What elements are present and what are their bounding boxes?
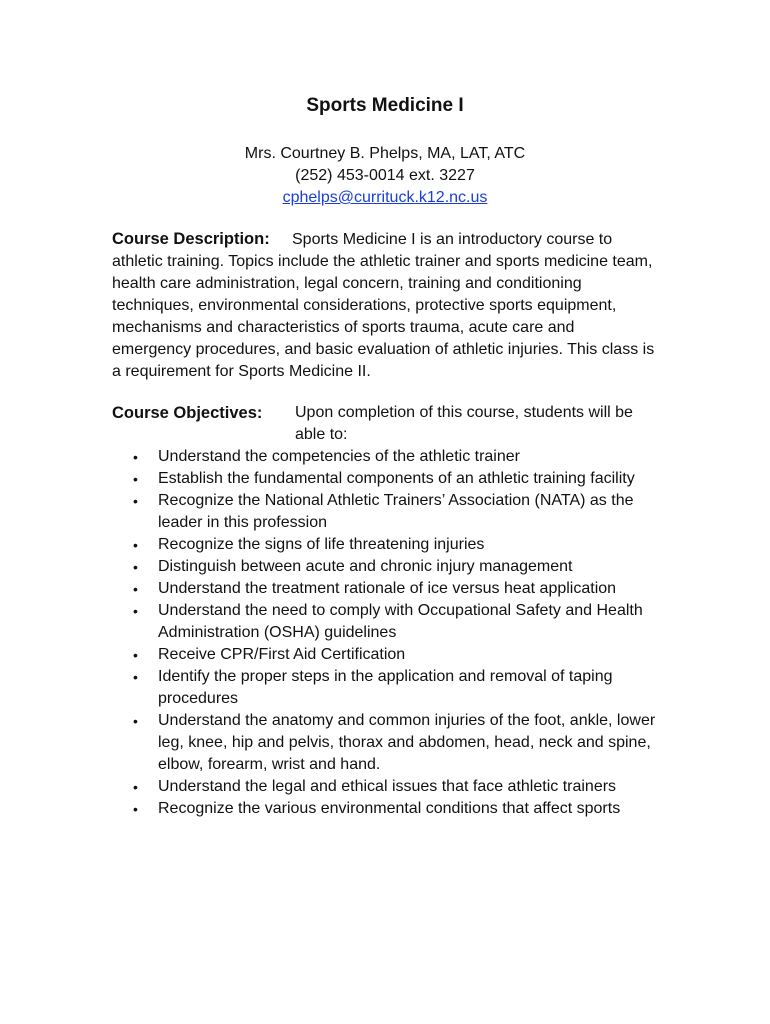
course-objectives-intro: Upon completion of this course, students will be able to: <box>295 404 633 443</box>
contact-block <box>0 143 770 209</box>
list-item: • Recognize the National Athletic Trainers’ Association (NATA) as the leader in this profession <box>133 492 634 531</box>
course-objectives-label: Course Objectives: <box>112 404 263 422</box>
bullet-icon: • <box>133 493 138 509</box>
list-item: • Understand the treatment rationale of ice versus heat application <box>130 578 660 600</box>
bullet-icon: • <box>133 537 138 553</box>
list-item: • Recognize the signs of life threatening injuries <box>130 534 660 556</box>
instructor-email-link[interactable]: cphelps@currituck.k12.nc.us <box>282 189 488 206</box>
list-item: • Identify the proper steps in the application and removal of taping procedures <box>133 668 613 707</box>
objectives-list <box>130 446 660 820</box>
list-item: • Understand the need to comply with Occupational Safety and Health Administration (OSHA) guidelines <box>133 602 643 641</box>
bullet-icon: • <box>133 669 138 685</box>
instructor-name: Mrs. Courtney B. Phelps, MA, LAT, ATC <box>244 145 526 162</box>
page-title: Sports Medicine I <box>306 95 464 116</box>
list-item: • Understand the legal and ethical issues that face athletic trainers <box>130 776 660 798</box>
bullet-icon: • <box>133 471 138 487</box>
bullet-icon: • <box>133 713 138 729</box>
course-description-label: Course Description: <box>112 230 270 248</box>
bullet-icon: • <box>133 449 138 465</box>
list-item: • Receive CPR/First Aid Certification <box>130 644 660 666</box>
list-item: • Establish the fundamental components of an athletic training facility <box>130 468 660 490</box>
course-description-text: Sports Medicine I is an introductory course to athletic training. Topics include the athletic trainer and sports medicine team, health care administration, legal concern, training and conditioning techniques, environmental considerations, protective sports equipment, mechanisms and characteristics of sports trauma, acute care and emergency procedures, and basic evaluation of athletic injuries. This class is a requirement for Sports Medicine II. <box>112 231 655 380</box>
list-item: • Distinguish between acute and chronic injury management <box>130 556 660 578</box>
bullet-icon: • <box>133 581 138 597</box>
course-description <box>112 228 657 383</box>
list-item: • Understand the anatomy and common injuries of the foot, ankle, lower leg, knee, hip and pelvis, thorax and abdomen, head, neck and spine, elbow, forearm, wrist and hand. <box>133 712 656 773</box>
bullet-icon: • <box>133 559 138 575</box>
bullet-icon: • <box>133 603 138 619</box>
list-item: • Recognize the various environmental conditions that affect sports <box>130 798 660 820</box>
bullet-icon: • <box>133 647 138 663</box>
bullet-icon: • <box>133 779 138 795</box>
instructor-phone: (252) 453-0014 ext. 3227 <box>295 167 475 184</box>
bullet-icon: • <box>133 801 138 817</box>
list-item: • Understand the competencies of the athletic trainer <box>130 446 660 468</box>
